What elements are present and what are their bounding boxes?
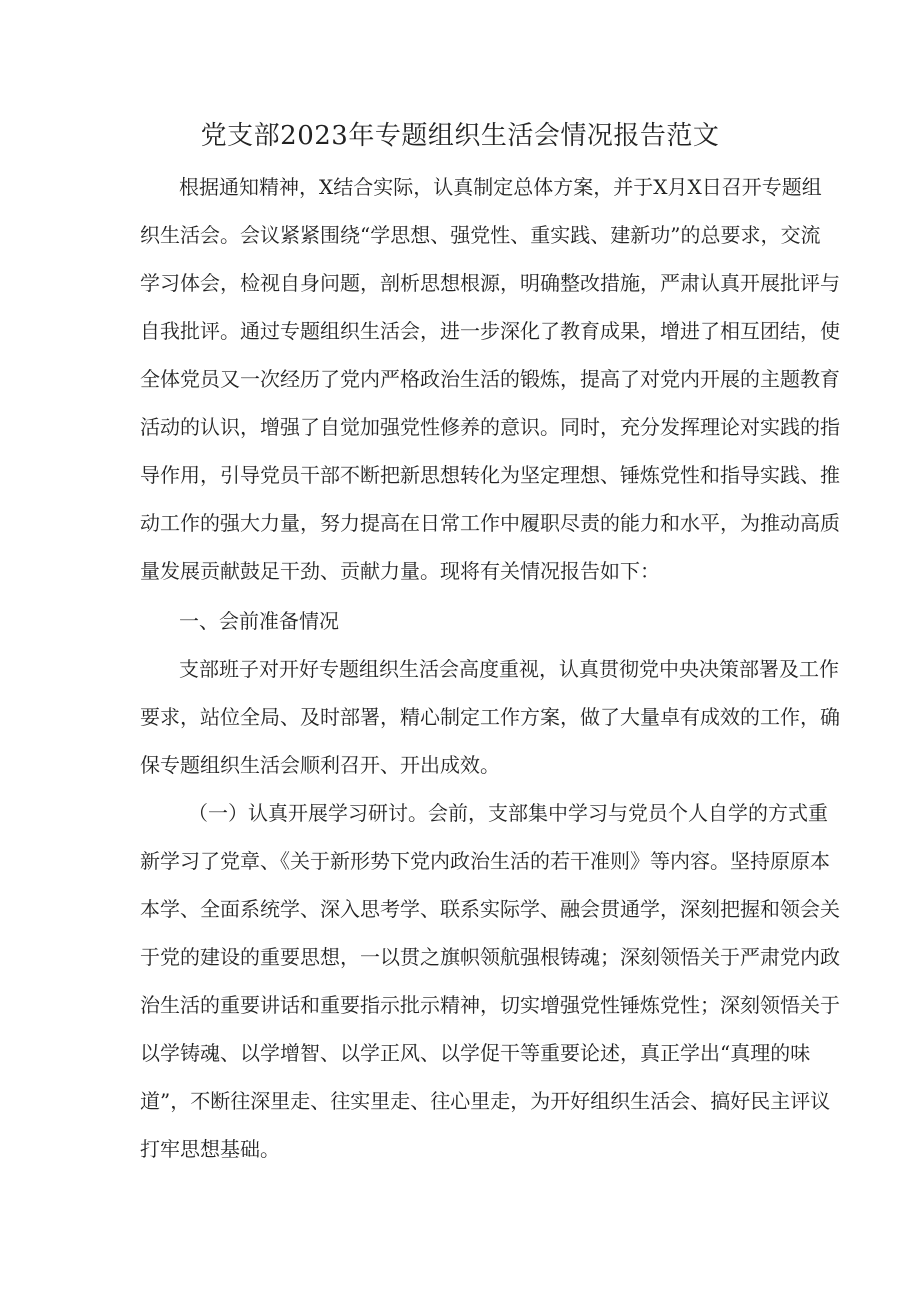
paragraph-line: 学习体会，检视自身问题，剖析思想根源，明确整改措施，严肃认真开展批评与 [140,271,840,295]
paragraph-line: 织生活会。会议紧紧围绕“学思想、强党性、重实践、建新功”的总要求，交流 [140,223,821,247]
subsection-paragraph-line: （一）认真开展学习研讨。会前，支部集中学习与党员个人自学的方式重 [188,801,828,825]
paragraph-line: 本学、全面系统学、深入思考学、联系实际学、融会贯通学，深刻把握和领会关 [140,897,840,921]
paragraph-line: 自我批评。通过专题组织生活会，进一步深化了教育成果，增进了相互团结，使 [140,319,840,343]
section-heading: 一、会前准备情况 [179,609,339,633]
paragraph-line: 导作用，引导党员干部不断把新思想转化为坚定理想、锤炼党性和指导实践、推 [140,463,840,487]
paragraph-line: 道”，不断往深里走、往实里走、往心里走，为开好组织生活会、搞好民主评议 [140,1089,831,1113]
paragraph-line: 保专题组织生活会顺利召开、开出成效。 [140,753,500,777]
paragraph-line: 量发展贡献鼓足干劲、贡献力量。现将有关情况报告如下： [140,559,660,583]
paragraph-line: 根据通知精神，X结合实际，认真制定总体方案，并于X月X日召开专题组 [179,175,822,199]
document-title: 党支部2023年专题组织生活会情况报告范文 [200,121,720,151]
paragraph-line: 支部班子对开好专题组织生活会高度重视，认真贯彻党中央决策部署及工作 [179,657,839,681]
paragraph-line: 要求，站位全局、及时部署，精心制定工作方案，做了大量卓有成效的工作，确 [140,705,840,729]
paragraph-line: 治生活的重要讲话和重要指示批示精神，切实增强党性锤炼党性；深刻领悟关于 [140,993,840,1017]
paragraph-line: 以学铸魂、以学增智、以学正风、以学促干等重要论述，真正学出“真理的味 [140,1041,811,1065]
paragraph-line: 于党的建设的重要思想，一以贯之旗帜领航强根铸魂；深刻领悟关于严肃党内政 [140,945,840,969]
paragraph-line: 打牢思想基础。 [140,1137,280,1161]
paragraph-line: 动工作的强大力量，努力提高在日常工作中履职尽责的能力和水平，为推动高质 [140,511,840,535]
paragraph-line: 新学习了党章、《关于新形势下党内政治生活的若干准则》等内容。坚持原原本 [140,849,830,873]
paragraph-line: 全体党员又一次经历了党内严格政治生活的锻炼，提高了对党内开展的主题教育 [140,367,840,391]
paragraph-line: 活动的认识，增强了自觉加强党性修养的意识。同时，充分发挥理论对实践的指 [140,415,840,439]
